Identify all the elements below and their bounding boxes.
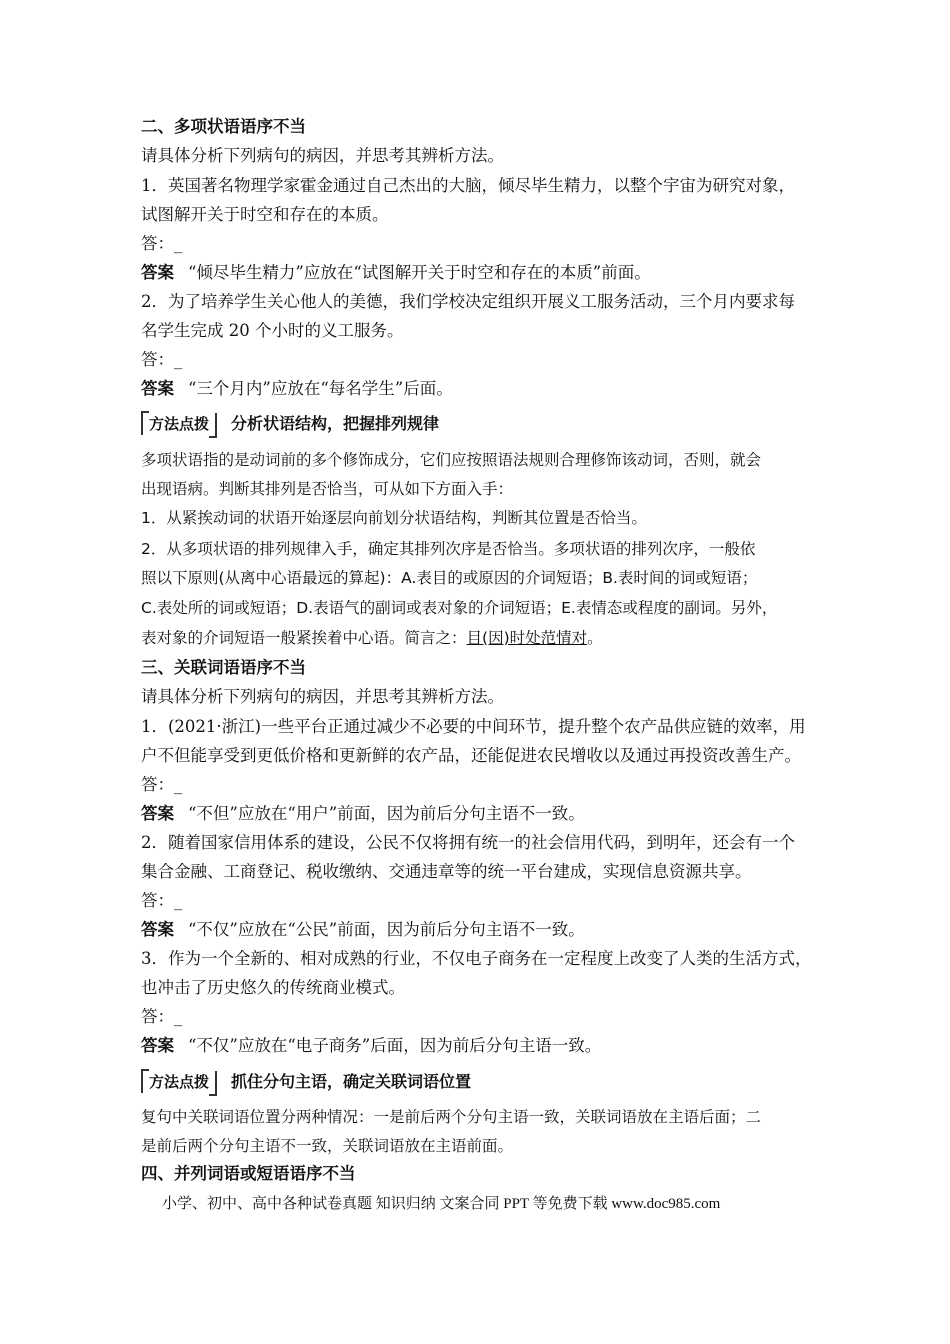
answer-prompt: 答：_ [141,891,183,910]
section-2-heading: 二、多项状语语序不当 [141,117,306,136]
tip-text: 出现语病。判断其排列是否恰当，可从如下方面入手： [141,480,514,498]
tip-text: 1．从紧挨动词的状语开始逐层向前划分状语结构，判断其位置是否恰当。 [141,509,647,527]
tip-text: 是前后两个分句主语不一致，关联词语放在主语前面。 [141,1137,514,1155]
method-tip-tag: 方法点拨 [141,1071,217,1093]
answer-prompt: 答：_ [141,350,183,369]
page-footer: 小学、初中、高中各种试卷真题 知识归纳 文案合同 PPT 等免费下载 www.doc985.com [162,1196,721,1212]
tip-text: C.表处所的词或短语；D.表语气的副词或表对象的介词短语；E.表情态或程度的副词。另外， [141,599,778,617]
answer-text: “倾尽毕生精力”应放在“试图解开关于时空和存在的本质”前面。 [188,263,651,282]
question-text: 2．为了培养学生关心他人的美德，我们学校决定组织开展义工服务活动，三个月内要求每 [141,292,795,311]
answer-label: 答案 [141,379,174,398]
method-tip-tag: 方法点拨 [141,413,217,435]
answer-line [141,262,651,284]
answer-prompt: 答：_ [141,775,183,794]
answer-prompt: 答：_ [141,234,183,253]
method-tip-title: 抓住分句主语，确定关联词语位置 [231,1072,472,1091]
tip-text: 复句中关联词语位置分两种情况：一是前后两个分句主语一致，关联词语放在主语后面；二 [141,1108,762,1126]
question-text: 户不但能享受到更低价格和更新鲜的农产品，还能促进农民增收以及通过再投资改善生产。 [141,746,801,765]
answer-text: “不但”应放在“用户”前面，因为前后分句主语不一致。 [188,804,585,823]
tip-text: 照以下原则(从离中心语最远的算起)：A.表目的或原因的介词短语；B.表时间的词或短语； [141,569,758,587]
section-2-intro: 请具体分析下列病句的病因，并思考其辨析方法。 [141,146,504,165]
answer-line [141,1035,601,1057]
method-tip-header [141,413,439,435]
answer-label: 答案 [141,920,174,939]
method-tip-title: 分析状语结构，把握排列规律 [231,414,440,433]
answer-line [141,803,585,825]
answer-line [141,378,453,400]
question-text: 试图解开关于时空和存在的本质。 [141,205,389,224]
answer-text: “三个月内”应放在“每名学生”后面。 [188,379,453,398]
question-text: 2．随着国家信用体系的建设，公民不仅将拥有统一的社会信用代码，到明年，还会有一个 [141,833,795,852]
section-3-heading: 三、关联词语语序不当 [141,658,306,677]
method-tip-header [141,1071,471,1093]
answer-label: 答案 [141,263,174,282]
tip-text: 多项状语指的是动词前的多个修饰成分，它们应按照语法规则合理修饰该动词，否则，就会 [141,451,762,469]
answer-line [141,919,585,941]
answer-label: 答案 [141,1036,174,1055]
question-text: 名学生完成 20 个小时的义工服务。 [141,321,404,340]
question-text: 集合金融、工商登记、税收缴纳、交通违章等的统一平台建成，实现信息资源共享。 [141,862,752,881]
question-text: 3．作为一个全新的、相对成熟的行业，不仅电子商务在一定程度上改变了人类的生活方式， [141,949,812,968]
answer-text: “不仅”应放在“公民”前面，因为前后分句主语不一致。 [188,920,585,939]
question-text: 1．英国著名物理学家霍金通过自己杰出的大脑，倾尽毕生精力，以整个宇宙为研究对象， [141,176,795,195]
mnemonic-underlined: 目(因)时处范情对 [466,629,588,647]
tip-text-part: 表对象的介词短语一般紧挨着中心语。简言之： [141,629,467,647]
tip-text: 2．从多项状语的排列规律入手，确定其排列次序是否恰当。多项状语的排列次序，一般依 [141,540,756,558]
question-text: 也冲击了历史悠久的传统商业模式。 [141,978,405,997]
answer-label: 答案 [141,804,174,823]
question-text: 1．(2021·浙江)一些平台正通过减少不必要的中间环节，提升整个农产品供应链的效率，用 [141,717,806,736]
answer-prompt: 答：_ [141,1007,183,1026]
answer-text: “不仅”应放在“电子商务”后面，因为前后分句主语一致。 [188,1036,602,1055]
tip-text-part: 。 [587,629,603,647]
tip-text [141,627,603,649]
section-3-intro: 请具体分析下列病句的病因，并思考其辨析方法。 [141,687,504,706]
section-4-heading: 四、并列词语或短语语序不当 [141,1164,356,1183]
